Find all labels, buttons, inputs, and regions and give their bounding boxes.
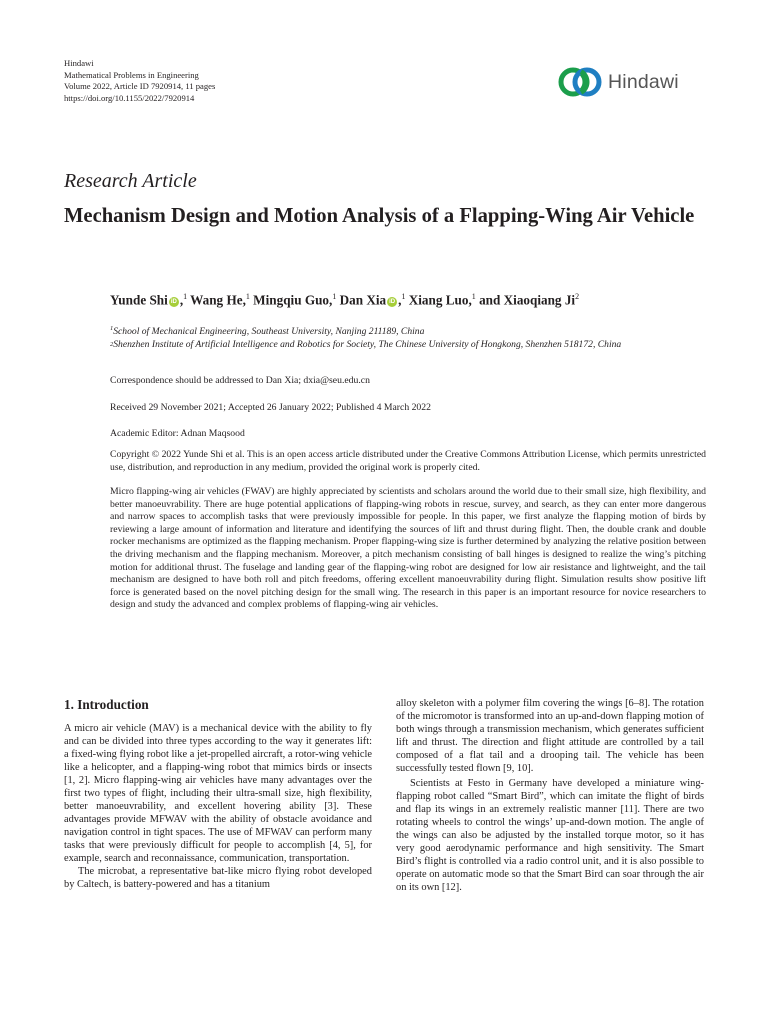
publisher-name: Hindawi xyxy=(64,58,94,68)
affiliation-1: $^1$School of Mechanical Engineering, Southeast University, Nanjing 211189, China xyxy=(110,325,425,338)
author-name: Yunde Shi xyxy=(110,292,168,308)
logo-wordmark: Hindawi xyxy=(608,70,679,93)
paragraph: The microbat, a representative bat-like micro flying robot developed by Caltech, is battery-powered and has a titanium xyxy=(64,866,372,890)
column-left xyxy=(64,722,372,891)
affiliation-2: $^2$Shenzhen Institute of Artificial Intelligence and Robotics for Society, The Chinese University of Hongkong, Shenzhen 518172, China xyxy=(110,338,622,350)
author-name: Xiaoqiang Ji xyxy=(503,292,576,308)
author-name: Xiang Luo xyxy=(408,292,469,308)
article-type: Research Article xyxy=(64,170,197,192)
author-affiliation-mark: 1 xyxy=(183,292,188,301)
author-name: Mingqiu Guo xyxy=(253,292,330,308)
doi-link[interactable]: https://doi.org/10.1155/2022/7920914 xyxy=(64,92,195,103)
column-right xyxy=(396,697,704,894)
journal-meta xyxy=(64,58,215,104)
hindawi-logo xyxy=(557,64,705,100)
orcid-icon[interactable]: iD xyxy=(389,299,396,306)
orcid-icon[interactable]: iD xyxy=(170,299,177,306)
hindawi-rings-icon xyxy=(557,65,603,99)
correspondence: Correspondence should be addressed to Dan Xia; dxia@seu.edu.cn xyxy=(110,375,370,386)
author-affiliation-mark: 1 xyxy=(245,292,250,301)
volume-info: Volume 2022, Article ID 7920914, 11 pages xyxy=(64,81,216,91)
article-title: Mechanism Design and Motion Analysis of a Flapping-Wing Air Vehicle xyxy=(64,205,695,227)
author-list: Yunde Shi iD ,$^1$ Wang He,$^1$ Mingqiu Guo,$^1$ Dan Xia iD ,$^1$ Xiang Luo,$^1$ and Xiaoqiang Ji$^2$ xyxy=(110,292,580,308)
academic-editor: Academic Editor: Adnan Maqsood xyxy=(110,428,245,439)
copyright: Copyright © 2022 Yunde Shi et al. This is an open access article distributed under the Creative Commons Attribution License, which permits unrestricted use, distribution, and reproduction in any medium, provided the original work is properly cited. xyxy=(110,449,706,473)
affiliations xyxy=(110,323,670,354)
author-affiliation-mark: 1 xyxy=(471,292,476,301)
journal-name: Mathematical Problems in Engineering xyxy=(64,69,199,80)
paragraph: A micro air vehicle (MAV) is a mechanical device with the ability to fly and can be divided into three types according to the way it generates lift: a fixed-wing flying robot like a jet-propelled aircraft, a rotor-wing vehicle like a helicopter, and a flapping-wing robot that mimics birds or insects [1, 2]. Micro flapping-wing air vehicles have many advantages over the first two types of flight, including their ultra-small size, high flexibility, better manoeuvrability, and excellent hovering ability [3]. These advantages provide MFWAV with the ability of obstacle avoidance and navigation control in tight spaces. The use of MFWAV can perform many tasks that were previously difficult for people to accomplish [4, 5], for example, search and reconnaissance, communication, transportation. xyxy=(64,723,372,864)
author-affiliation-mark: 1 xyxy=(401,292,406,301)
paragraph: Scientists at Festo in Germany have developed a miniature wing-flapping robot called “Smart Bird”, which can imitate the flight of birds and flap its wings in an extremely realistic manner [11]. There are two rotating wheels to control the wings’ up-and-down motion. The angle of the wings can also be adjusted by the installed torque motor, so it has very good aerodynamic performance and high sensitivity. The Smart Bird’s flight is controlled via a radio control unit, and it is also possible to operate on automatic mode so that the Smart Bird can soar through the air on its own [12]. xyxy=(396,778,704,893)
author-name: Dan Xia xyxy=(339,292,387,308)
dates: Received 29 November 2021; Accepted 26 January 2022; Published 4 March 2022 xyxy=(110,402,431,413)
author-name: Wang He xyxy=(190,292,243,308)
paragraph: alloy skeleton with a polymer film covering the wings [6–8]. The rotation of the micromotor is transformed into an up-and-down flapping motion of both wings through a transmission mechanism, which generates sufficient lift and thrust. The direction and flight attitude are controlled by a tail composed of a flat tail and a drooping tail. The vehicle has been successfully tested flown [9, 10]. xyxy=(396,698,704,774)
author-affiliation-mark: 1 xyxy=(332,292,337,301)
section-heading: 1. Introduction xyxy=(64,697,149,712)
author-affiliation-mark: 2 xyxy=(575,292,580,301)
abstract: Micro flapping-wing air vehicles (FWAV) are highly appreciated by scientists and scholars around the world due to their small size, high flexibility, and better manoeuvrability. There are huge potential applications of flapping-wing robots in rescue, survey, and search, as they can enter more dangerous and narrow spaces to accomplish tasks that were previously impossible for people. In this paper, we first analyze the flapping motion of birds by reviewing a large amount of information and literature and identifying the sources of lift and thrust during flight. Then, the double crank and double rocker mechanisms are optimized as the flapping mechanism. Proper flapping-wing size is further determined by analyzing the relative position between the driving mechanism and the flapping mechanism. Moreover, a pitch mechanism consisting of ball hinges is designed to realize the wing’s pitching motion for additional thrust. The fuselage and landing gear of the flapping-wing robot are designed for low air resistance and lightweight, and the tail mechanism are designed to have both roll and pitch freedoms, offering excellent manoeuvrability during flight. Simulation results show positive lift force is generated based on the novel pitching design for the small wing. The research in this paper is an important resource for novice researchers to design and study the advanced and complex problems of flapping-wing air vehicles. xyxy=(110,486,706,611)
